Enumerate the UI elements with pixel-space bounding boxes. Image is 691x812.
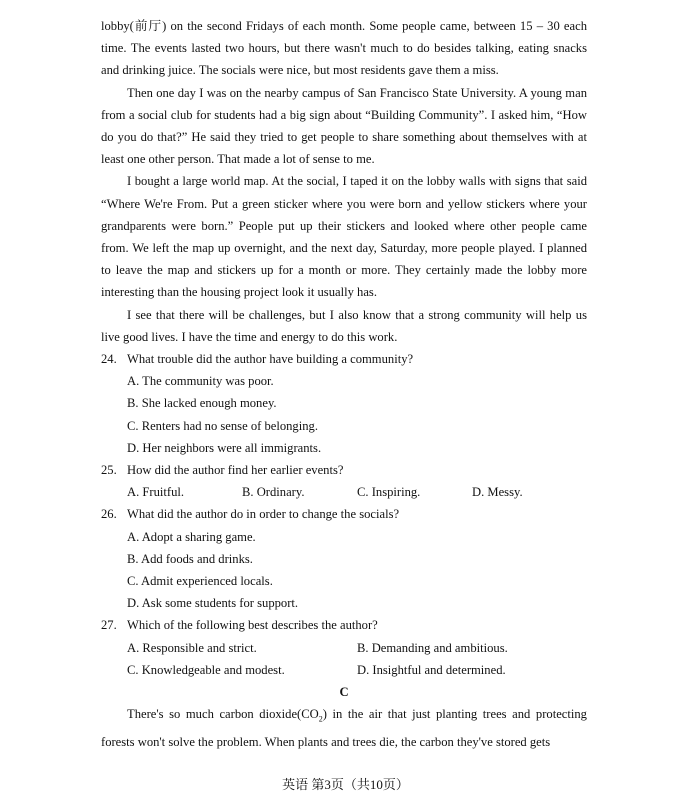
page-footer: 英语 第3页（共10页） xyxy=(282,777,409,792)
paragraph-4: I see that there will be challenges, but I also know that a strong community will help us live good lives. I have the time and energy to do this work. xyxy=(101,307,587,344)
question-24 xyxy=(101,348,587,370)
option-24-a[interactable]: A. The community was poor. xyxy=(127,374,274,389)
option-24-d[interactable]: D. Her neighbors were all immigrants. xyxy=(127,440,322,455)
option-26-c[interactable]: C. Admit experienced locals. xyxy=(127,574,273,589)
question-text: What did the author do in order to change the socials? xyxy=(127,507,400,522)
paragraph-2: Then one day I was on the nearby campus of San Francisco State University. A young man from a social club for students had a big sign about “Building Community”. I asked him, “How do you do that?” He said they tried to get people to share something about themselves with at least one other person. That made a lot of sense to me. xyxy=(101,85,587,167)
paragraph-1: lobby(前厅) on the second Fridays of each month. Some people came, between 15 – 30 each time. The events lasted two hours, but there wasn't much to do besides talking, eating snacks and drinking juice. The socials were nice, but most residents gave them a miss. xyxy=(101,19,587,78)
option-24-b[interactable]: B. She lacked enough money. xyxy=(127,396,277,411)
option-24-c[interactable]: C. Renters had no sense of belonging. xyxy=(127,418,318,433)
option-27-d[interactable]: D. Insightful and determined. xyxy=(357,662,506,677)
question-25 xyxy=(101,459,587,481)
question-number: 26. xyxy=(101,507,117,522)
option-25-d[interactable]: D. Messy. xyxy=(472,485,523,500)
question-text: Which of the following best describes the author? xyxy=(127,618,378,633)
option-27-a[interactable]: A. Responsible and strict. xyxy=(127,640,257,655)
question-text: How did the author find her earlier events? xyxy=(127,463,344,478)
paragraph-3: I bought a large world map. At the social, I taped it on the lobby walls with signs that said “Where We're From. Put a green sticker where you were born and yellow stickers where your grandparents were born.” People put up their stickers and looked where other people came from. We left the map up overnight, and the next day, Saturday, more people played. I planned to leave the map and stickers up for a month or more. They certainly made the lobby more interesting than the housing project look it usually has. xyxy=(101,174,587,300)
options-27-row-2 xyxy=(101,659,587,681)
option-27-c[interactable]: C. Knowledgeable and modest. xyxy=(127,662,285,677)
question-number: 24. xyxy=(101,352,117,367)
section-c-text-start: There's so much carbon dioxide(CO xyxy=(127,707,319,722)
co2-subscript: 2 xyxy=(318,714,323,724)
question-26 xyxy=(101,503,587,525)
options-25 xyxy=(101,481,587,503)
option-25-a[interactable]: A. Fruitful. xyxy=(127,485,185,500)
question-text: What trouble did the author have building a community? xyxy=(127,352,414,367)
option-26-d[interactable]: D. Ask some students for support. xyxy=(127,596,299,611)
section-c-text-rest: ) in the air that just planting trees and protecting forests won't solve the problem. When plants and trees die, the carbon they've stored gets xyxy=(101,707,587,750)
option-26-a[interactable]: A. Adopt a sharing game. xyxy=(127,529,256,544)
section-heading: C xyxy=(339,685,349,700)
question-number: 25. xyxy=(101,463,117,478)
passage-body xyxy=(101,15,587,753)
question-27 xyxy=(101,614,587,636)
section-c-paragraph-1 xyxy=(101,703,587,753)
options-27-row-1 xyxy=(101,637,587,659)
option-26-b[interactable]: B. Add foods and drinks. xyxy=(127,551,253,566)
question-number: 27. xyxy=(101,618,117,633)
option-27-b[interactable]: B. Demanding and ambitious. xyxy=(357,640,508,655)
option-25-c[interactable]: C. Inspiring. xyxy=(357,485,421,500)
option-25-b[interactable]: B. Ordinary. xyxy=(242,485,305,500)
